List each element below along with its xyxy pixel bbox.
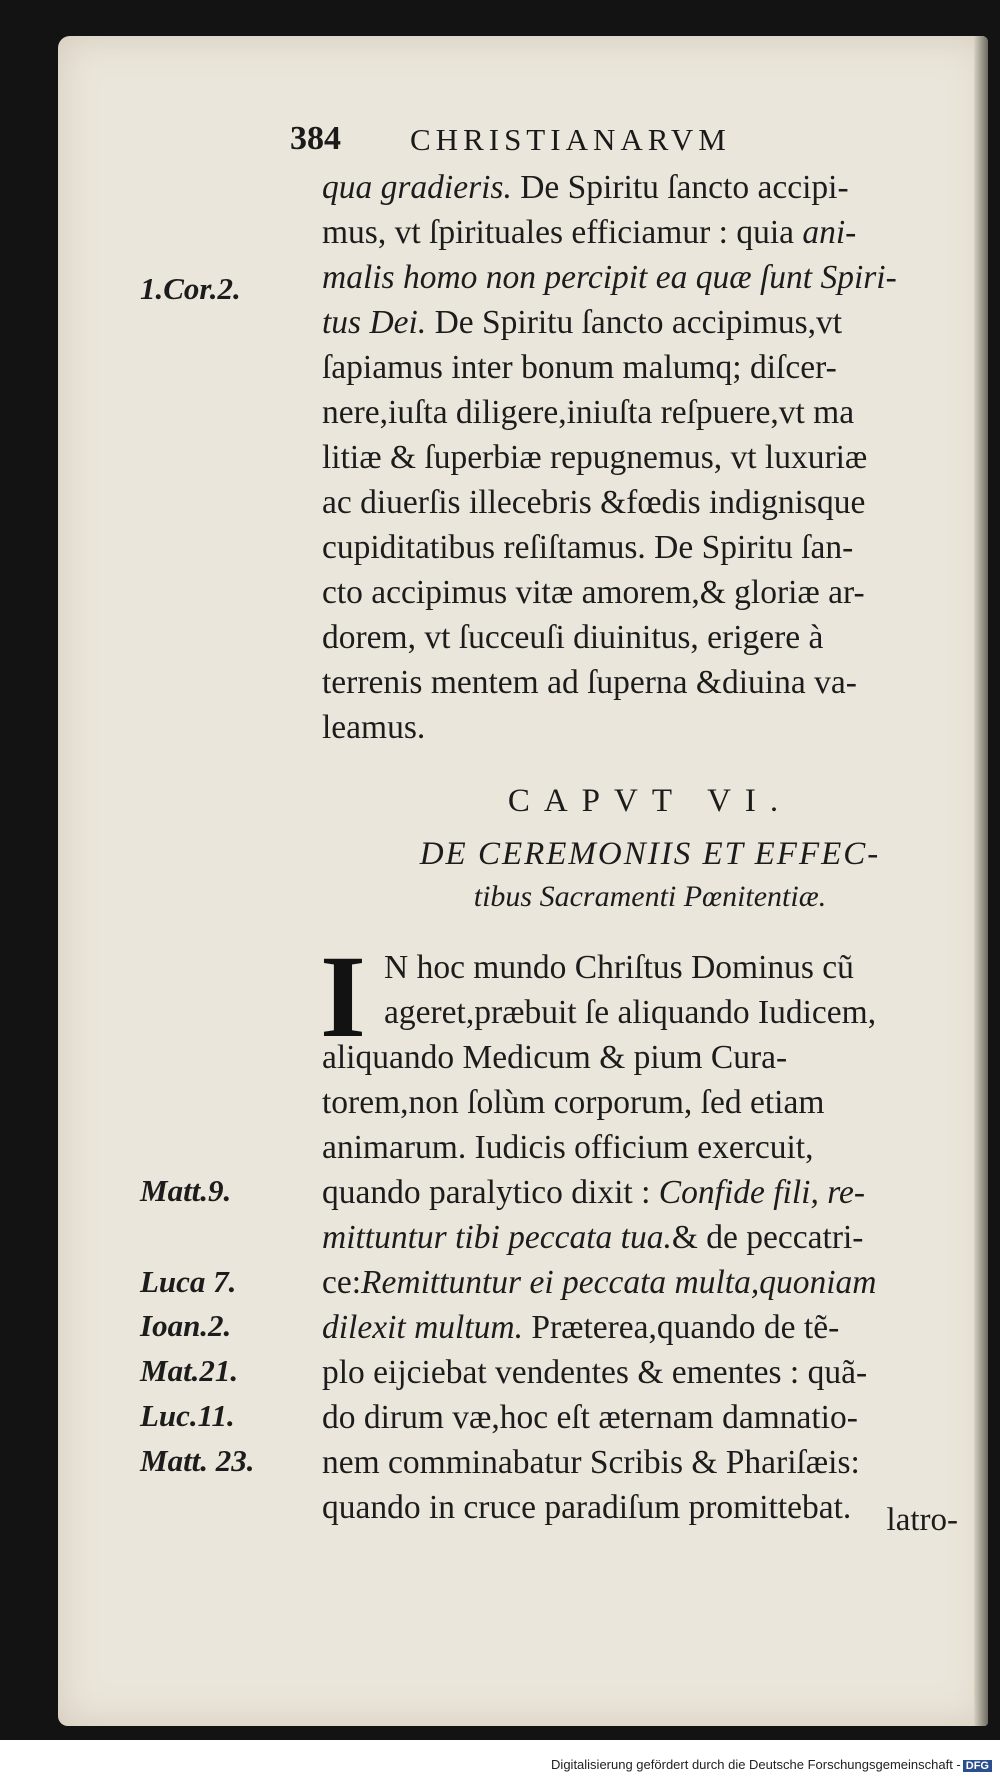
text-segment: leamus. xyxy=(322,709,426,746)
running-title: CHRISTIANARVM xyxy=(410,122,731,157)
text-line xyxy=(322,1305,987,1350)
margin-note: Mat.21. xyxy=(140,1353,239,1388)
page-header xyxy=(290,120,860,160)
text-line xyxy=(322,705,987,750)
text-segment: quando paralytico dixit : xyxy=(322,1174,659,1211)
chapter-title xyxy=(320,836,980,924)
text-line xyxy=(322,1170,987,1215)
margin-note: Luc.11. xyxy=(140,1398,235,1433)
text-line xyxy=(322,1035,987,1080)
text-segment: nem comminabatur Scribis & Phariſæis: xyxy=(322,1444,860,1481)
text-segment: cupiditatibus reſiſtamus. De Spiritu ſan- xyxy=(322,529,854,566)
text-segment: aliquando Medicum & pium Cura- xyxy=(322,1039,788,1076)
text-line xyxy=(322,1080,987,1125)
text-line xyxy=(322,255,987,300)
text-segment: De Spiritu ſancto accipimus,vt xyxy=(426,304,843,341)
text-segment: ce: xyxy=(322,1264,362,1301)
text-line xyxy=(322,1395,987,1440)
italic-segment: qua gradieris. xyxy=(322,169,512,206)
text-segment: terrenis mentem ad ſuperna &diuina va- xyxy=(322,664,857,701)
margin-note: Luca 7. xyxy=(140,1264,237,1299)
text-segment: litiæ & ſuperbiæ repugnemus, vt luxuriæ xyxy=(322,439,868,476)
text-line xyxy=(322,660,987,705)
text-segment: mus, vt ſpirituales efficiamur : quia xyxy=(322,214,803,251)
text-line xyxy=(322,480,987,525)
text-line xyxy=(322,990,987,1035)
margin-note: Matt.9. xyxy=(140,1173,232,1208)
text-line xyxy=(322,945,987,990)
text-segment: ac diuerſis illecebris &fœdis indignisque xyxy=(322,484,866,521)
text-segment: ageret,præbuit ſe aliquando Iudicem, xyxy=(384,994,877,1031)
text-segment: nere,iuſta diligere,iniuſta reſpuere,vt ma xyxy=(322,394,855,431)
text-line xyxy=(322,570,987,615)
text-line xyxy=(322,1440,987,1485)
page-number: 384 xyxy=(290,120,341,157)
footer-text: Digitalisierung gefördert durch die Deutsche Forschungsgemeinschaft - xyxy=(551,1757,961,1772)
margin-note: Matt. 23. xyxy=(140,1443,255,1478)
text-segment: cto accipimus vitæ amorem,& gloriæ ar- xyxy=(322,574,865,611)
text-line xyxy=(322,390,987,435)
text-segment: plo eijciebat vendentes & ementes : quã- xyxy=(322,1354,868,1391)
text-line xyxy=(322,435,987,480)
text-line xyxy=(322,210,987,255)
text-segment: quando in cruce paradiſum promittebat. xyxy=(322,1489,852,1526)
text-segment: Præterea,quando de tẽ- xyxy=(522,1309,840,1346)
italic-segment: Remittuntur ei peccata multa,quoniam xyxy=(361,1264,877,1301)
text-segment: torem,non ſolùm corporum, ſed etiam xyxy=(322,1084,825,1121)
italic-segment: malis homo non percipit ea quæ ſunt Spiri- xyxy=(322,259,897,296)
text-line xyxy=(322,1215,987,1260)
text-line xyxy=(322,1260,987,1305)
margin-note: Ioan.2. xyxy=(140,1308,232,1343)
text-segment: ſapiamus inter bonum malumq; diſcer- xyxy=(322,349,837,386)
paragraph-2 xyxy=(320,931,987,1530)
chapter-title-line-2: tibus Sacramenti Pœnitentiæ. xyxy=(473,880,827,913)
text-segment: De Spiritu ſancto accipi- xyxy=(511,169,849,206)
chapter-title-line-1: DE CEREMONIIS ET EFFEC- xyxy=(419,836,881,872)
drop-capital: I xyxy=(320,931,366,1062)
text-segment: & de peccatri- xyxy=(671,1219,864,1256)
text-line xyxy=(322,1350,987,1395)
italic-segment: mittuntur tibi peccata tua. xyxy=(322,1219,672,1256)
chapter-heading: CAPVT VI. xyxy=(507,783,793,819)
text-line xyxy=(322,300,987,345)
digitization-footer xyxy=(551,1757,992,1772)
text-segment: animarum. Iudicis officium exercuit, xyxy=(322,1129,814,1166)
text-line xyxy=(322,1125,987,1170)
paragraph-1 xyxy=(322,165,987,750)
text-segment: dorem, vt ſucceuſi diuinitus, erigere à xyxy=(322,619,824,656)
text-segment: N hoc mundo Chriſtus Dominus cũ xyxy=(384,949,854,986)
italic-segment: ani- xyxy=(802,214,857,251)
catchword: latro- xyxy=(886,1502,958,1538)
italic-segment: Confide fili, re- xyxy=(658,1174,866,1211)
text-line xyxy=(322,525,987,570)
margin-note: 1.Cor.2. xyxy=(140,271,241,306)
text-line xyxy=(322,345,987,390)
text-segment: do dirum væ,hoc eſt æternam damnatio- xyxy=(322,1399,858,1436)
italic-segment: dilexit multum. xyxy=(322,1309,523,1346)
dfg-logo: DFG xyxy=(963,1760,992,1772)
italic-segment: tus Dei. xyxy=(322,304,427,341)
text-line xyxy=(322,615,987,660)
text-line xyxy=(322,165,987,210)
